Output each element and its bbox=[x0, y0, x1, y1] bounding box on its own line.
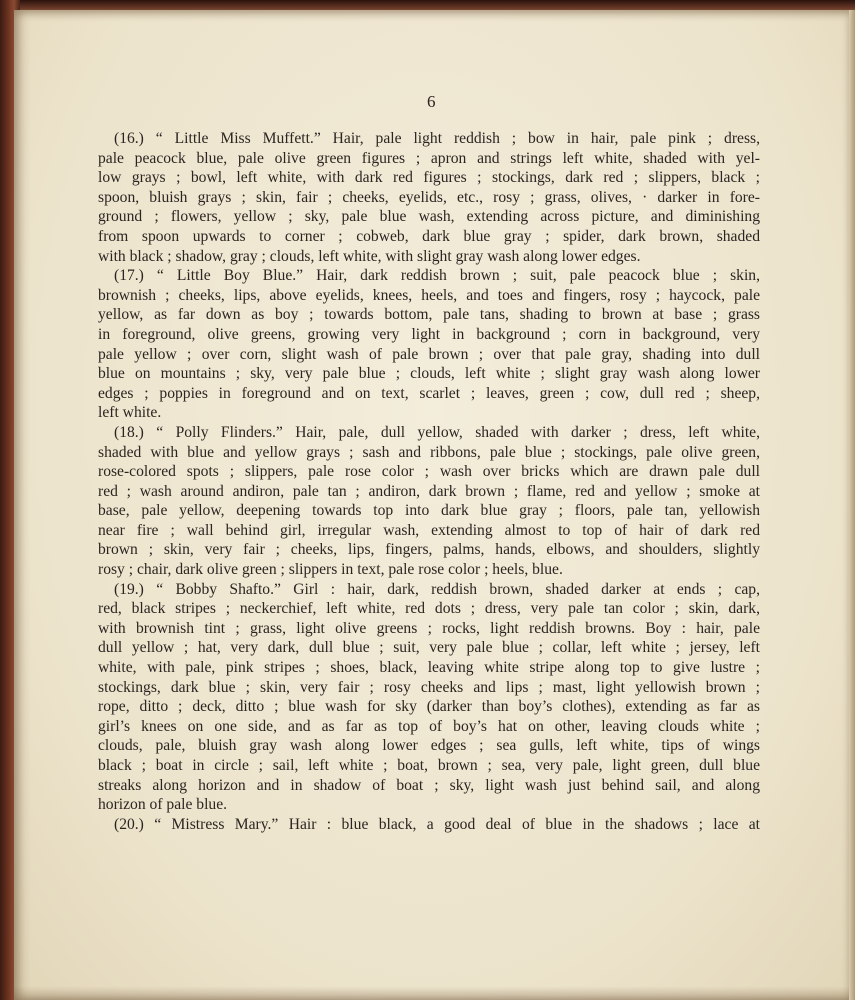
page-right-edge bbox=[849, 10, 855, 1000]
text-line: dull yellow ; hat, very dark, dull blue ; suit, very pale blue ; collar, left white ; jersey, left bbox=[98, 639, 760, 657]
text-line: rope, ditto ; deck, ditto ; blue wash for sky (darker than boy’s clothes), extending as far as bbox=[98, 698, 760, 716]
text-line: edges ; poppies in foreground and on text, scarlet ; leaves, green ; cow, dull red ; sheep, bbox=[98, 384, 760, 402]
text-line: (17.) “ Little Boy Blue.” Hair, dark reddish brown ; suit, pale peacock blue ; skin, bbox=[114, 267, 760, 285]
book-page bbox=[14, 10, 849, 1000]
text-line: in foreground, olive greens, growing very light in background ; corn in background, very bbox=[98, 325, 760, 343]
text-line: (20.) “ Mistress Mary.” Hair : blue black, a good deal of blue in the shadows ; lace at bbox=[114, 815, 760, 833]
text-line: stockings, dark blue ; skin, very fair ; rosy cheeks and lips ; mast, light yellowish brown ; bbox=[98, 678, 760, 696]
text-line: red, black stripes ; neckerchief, left white, red dots ; dress, very pale tan color ; skin, dark, bbox=[98, 600, 760, 618]
text-line: yellow, as far down as boy ; towards bottom, pale tans, shading to brown at base ; grass bbox=[98, 306, 760, 324]
text-line: black ; boat in circle ; sail, left white ; boat, brown ; sea, very pale, light green, dull blue bbox=[98, 757, 760, 774]
page-bottom-shadow bbox=[14, 986, 849, 1000]
text-line: (16.) “ Little Miss Muffett.” Hair, pale light reddish ; bow in hair, pale pink ; dress, bbox=[114, 130, 760, 147]
text-line: with black ; shadow, gray ; clouds, left white, with slight gray wash along lower edges. bbox=[98, 247, 641, 265]
text-line: white, with pale, pink stripes ; shoes, black, leaving white stripe along top to give lustre ; bbox=[98, 659, 760, 677]
text-line: shaded with blue and yellow grays ; sash and ribbons, pale blue ; stockings, pale olive green, bbox=[98, 443, 760, 461]
text-line: (19.) “ Bobby Shafto.” Girl : hair, dark, reddish brown, shaded darker at ends ; cap, bbox=[114, 580, 760, 598]
text-line: left white. bbox=[98, 404, 162, 422]
text-line: clouds, pale, bluish gray wash along lower edges ; sea gulls, left white, tips of wings bbox=[98, 737, 760, 755]
text-line: from spoon upwards to corner ; cobweb, dark blue gray ; spider, dark brown, shaded bbox=[98, 227, 760, 245]
text-line: pale yellow ; over corn, slight wash of pale brown ; over that pale gray, shading into dull bbox=[98, 345, 760, 363]
text-line: girl’s knees on one side, and as far as top of boy’s hat on other, leaving clouds white ; bbox=[98, 717, 760, 735]
text-line: low grays ; bowl, left white, with dark red figures ; stockings, dark red ; slippers, black ; bbox=[98, 169, 760, 187]
text-line: (18.) “ Polly Flinders.” Hair, pale, dull yellow, shaded with darker ; dress, left white, bbox=[114, 423, 760, 441]
text-line: red ; wash around andiron, pale tan ; andiron, dark brown ; flame, red and yellow ; smoke at bbox=[98, 482, 760, 500]
text-line: streaks along horizon and in shadow of boat ; sky, light wash just behind sail, and along bbox=[98, 776, 760, 794]
text-line: spoon, bluish grays ; skin, fair ; cheeks, eyelids, etc., rosy ; grass, olives, · darker in fore- bbox=[98, 188, 760, 206]
text-line: with brownish tint ; grass, light olive greens ; rocks, light reddish browns. Boy : hair, pale bbox=[98, 619, 760, 637]
text-line: horizon of pale blue. bbox=[98, 796, 228, 814]
text-line: near fire ; wall behind girl, irregular wash, extending almost to top of hair of dark red bbox=[98, 521, 760, 539]
text-line: base, pale yellow, deepening towards top into dark blue gray ; floors, pale tan, yellowish bbox=[98, 502, 760, 520]
page-number: 6 bbox=[427, 92, 436, 111]
text-line: ground ; flowers, yellow ; sky, pale blue wash, extending across picture, and diminishing bbox=[98, 208, 760, 226]
text-line: rosy ; chair, dark olive green ; slippers in text, pale rose color ; heels, blue. bbox=[98, 561, 563, 579]
body-text bbox=[98, 129, 760, 834]
text-line: pale peacock blue, pale olive green figures ; apron and strings left white, shaded with yel- bbox=[98, 149, 760, 167]
text-line: rose-colored spots ; slippers, pale rose color ; wash over bricks which are drawn pale dull bbox=[98, 463, 760, 481]
text-line: brownish ; cheeks, lips, above eyelids, knees, heels, and toes and fingers, rosy ; haycock, pale bbox=[98, 286, 760, 304]
text-line: brown ; skin, very fair ; cheeks, lips, fingers, palms, hands, elbows, and shoulders, slightly bbox=[98, 541, 760, 559]
text-line: blue on mountains ; sky, very pale blue ; clouds, left white ; slight gray wash along lower bbox=[98, 365, 760, 383]
